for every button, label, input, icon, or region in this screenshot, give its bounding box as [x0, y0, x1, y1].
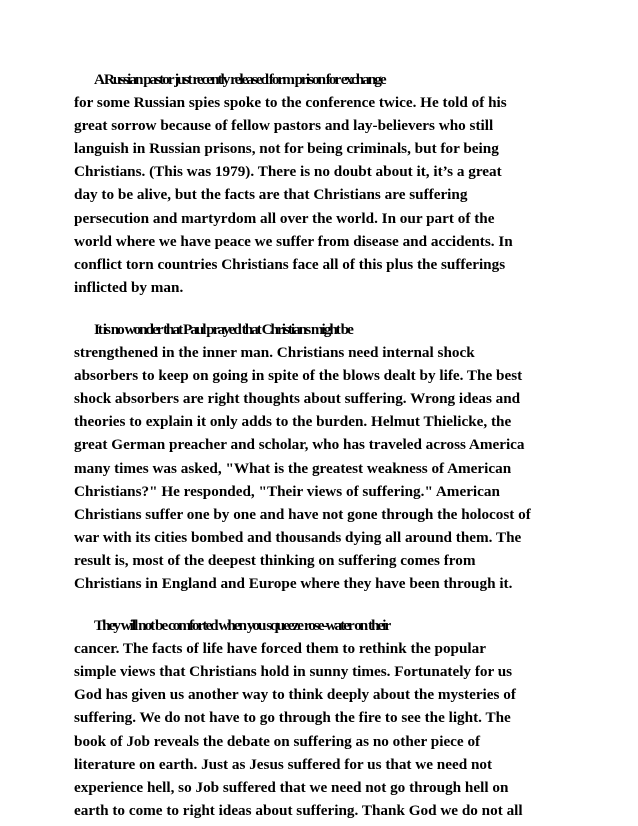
text-line: day to be alive, but the facts are that Christians are suffering [74, 186, 468, 204]
text-line: experience hell, so Job suffered that we need not go through hell on [74, 778, 509, 796]
text-line: It is no wonder that Paul prayed that Christians might be [94, 320, 352, 338]
text-line: They will not be comforted when you squeeze rose-water on their [94, 617, 390, 635]
text-line: cancer. The facts of life have forced them to rethink the popular [74, 640, 486, 658]
paragraph [74, 614, 598, 822]
text-line: God has given us another way to think deeply about the mysteries of [74, 686, 516, 704]
text-line: Christians in England and Europe where they have been through it. [74, 574, 513, 592]
text-line: earth to come to right ideas about suffering. Thank God we do not all [74, 801, 523, 819]
text-line: Christians. (This was 1979). There is no doubt about it, it’s a great [74, 163, 502, 181]
text-line: conflict torn countries Christians face all of this plus the sufferings [74, 255, 506, 273]
paragraph [74, 68, 598, 299]
paragraph [74, 318, 598, 595]
text-line: shock absorbers are right thoughts about suffering. Wrong ideas and [74, 390, 521, 408]
text-line: literature on earth. Just as Jesus suffered for us that we need not [74, 755, 493, 773]
text-line: world where we have peace we suffer from disease and accidents. In [74, 232, 513, 250]
text-line: theories to explain it only adds to the burden. Helmut Thielicke, the [74, 413, 512, 431]
text-line: A Russian pastor just recently released form prison for exchange [94, 71, 385, 88]
text-line: strengthened in the inner man. Christians need internal shock [74, 344, 475, 362]
text-line: Christians?" He responded, "Their views of suffering." American [74, 482, 500, 500]
text-line: suffering. We do not have to go through the fire to see the light. The [74, 709, 511, 727]
text-line: great sorrow because of fellow pastors and lay-believers who still [74, 117, 494, 135]
text-line: simple views that Christians hold in sunny times. Fortunately for us [74, 663, 513, 681]
text-line: war with its cities bombed and thousands dying all around them. The [74, 528, 522, 546]
text-line: for some Russian spies spoke to the conference twice. He told of his [74, 94, 507, 112]
text-line: Christians suffer one by one and have not gone through the holocost of [74, 505, 531, 523]
text-line: languish in Russian prisons, not for being criminals, but for being [74, 140, 499, 158]
text-line: result is, most of the deepest thinking on suffering comes from [74, 551, 476, 569]
text-line: great German preacher and scholar, who has traveled across America [74, 436, 525, 454]
text-line: persecution and martyrdom all over the world. In our part of the [74, 209, 495, 227]
text-line: many times was asked, "What is the greatest weakness of American [74, 459, 512, 477]
text-line: book of Job reveals the debate on suffering as no other piece of [74, 732, 481, 750]
text-line: absorbers to keep on going in spite of the blows dealt by life. The best [74, 367, 523, 385]
text-line: inflicted by man. [74, 278, 184, 296]
